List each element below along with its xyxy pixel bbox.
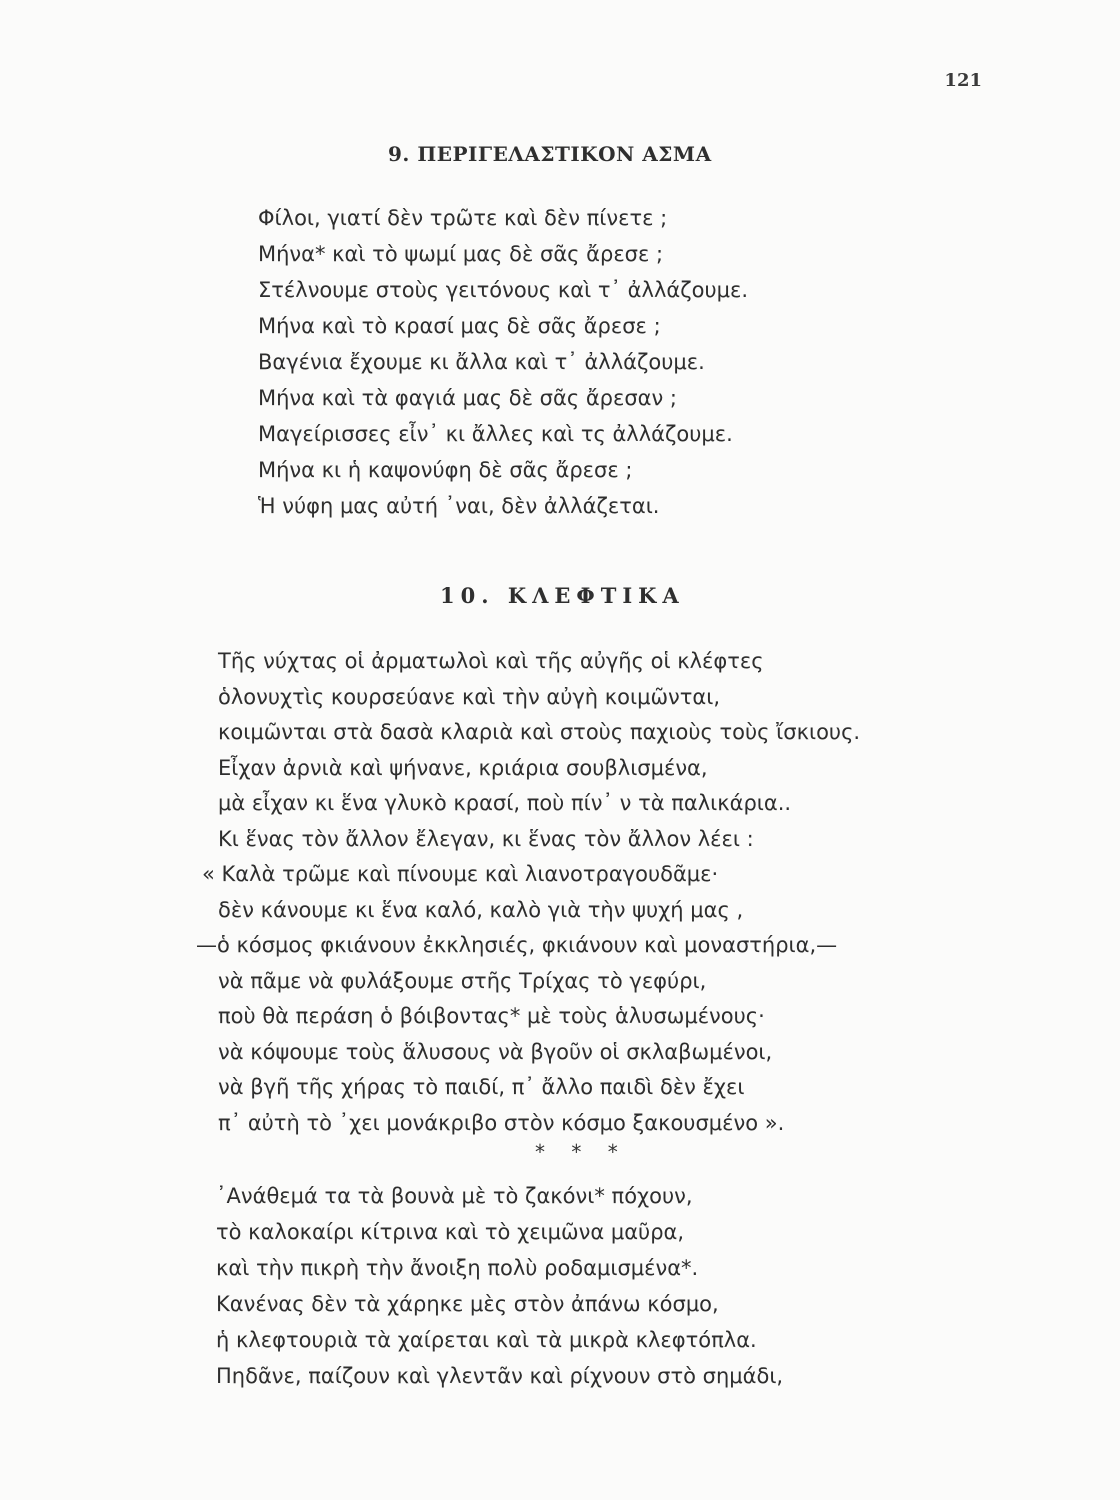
- poem-line: νὰ πᾶμε νὰ φυλάξουμε στῆς Τρίχας τὸ γεφύρι,: [218, 968, 707, 993]
- poem-line: Μήνα κι ἡ καψονύφη δὲ σᾶς ἄρεσε ;: [258, 458, 633, 482]
- poem-line: Κι ἕνας τὸν ἄλλον ἔλεγαν, κι ἕνας τὸν ἄλλον λέει :: [218, 826, 754, 851]
- poem-line: Ἡ νύφη μας αὐτή ᾽ναι, δὲν ἀλλάζεται.: [258, 494, 660, 518]
- poem-line: Φίλοι, γιατί δὲν τρῶτε καὶ δὲν πίνετε ;: [258, 206, 668, 230]
- poem-line: Μήνα* καὶ τὸ ψωμί μας δὲ σᾶς ἄρεσε ;: [258, 242, 664, 266]
- poem-line: Βαγένια ἔχουμε κι ἄλλα καὶ τ᾽ ἀλλάζουμε.: [258, 350, 705, 374]
- poem-line: Κανένας δὲν τὰ χάρηκε μὲς στὸν ἀπάνω κόσμο,: [216, 1292, 719, 1316]
- poem-line: Μαγείρισσες εἶν᾽ κι ἄλλες καὶ τς ἀλλάζουμε.: [258, 422, 733, 446]
- poem-line: Τῆς νύχτας οἱ ἀρματωλοὶ καὶ τῆς αὐγῆς οἱ κλέφτες: [218, 649, 764, 673]
- poem-line: Εἶχαν ἀρνιὰ καὶ ψήνανε, κριάρια σουβλισμένα,: [218, 755, 708, 780]
- poem-kleftika-continued: [216, 1178, 783, 1394]
- poem-line: καὶ τὴν πικρὴ τὴν ἄνοιξη πολὺ ροδαμισμένα*.: [216, 1256, 699, 1280]
- section-title-kleftika: 10. ΚΛΕΦΤΙΚΑ: [440, 583, 685, 608]
- poem-line: δὲν κάνουμε κι ἕνα καλό, καλὸ γιὰ τὴν ψυχή μας ,: [218, 897, 744, 922]
- poem-line: κοιμῶνται στὰ δασὰ κλαριὰ καὶ στοὺς παχιοὺς τοὺς ἴσκιους.: [218, 720, 861, 744]
- poem-line: ἡ κλεφτουριὰ τὰ χαίρεται καὶ τὰ μικρὰ κλεφτόπλα.: [216, 1328, 757, 1352]
- section-title-perigelastikon: 9. ΠΕΡΙΓΕΛΑΣΤΙΚΟΝ ΑΣΜΑ: [388, 142, 712, 166]
- poem-line: μὰ εἶχαν κι ἕνα γλυκὸ κρασί, ποὺ πίν᾽ ν τὰ παλικάρια..: [218, 791, 792, 815]
- poem-line: ὁλονυχτὶς κουρσεύανε καὶ τὴν αὐγὴ κοιμῶνται,: [218, 684, 721, 709]
- poem-kleftika: [196, 644, 861, 1141]
- poem-line: Μήνα καὶ τὰ φαγιά μας δὲ σᾶς ἄρεσαν ;: [258, 386, 677, 410]
- poem-perigelastikon: [258, 200, 748, 524]
- page-number: 121: [944, 70, 982, 91]
- poem-line: Στέλνουμε στοὺς γειτόνους καὶ τ᾽ ἀλλάζουμε.: [258, 278, 749, 302]
- poem-line: τὸ καλοκαίρι κίτρινα καὶ τὸ χειμῶνα μαῦρα,: [216, 1220, 685, 1244]
- poem-line: « Καλὰ τρῶμε καὶ πίνουμε καὶ λιανοτραγουδᾶμε·: [202, 862, 719, 886]
- poem-line: νὰ κόψουμε τοὺς ἅλυσους νὰ βγοῦν οἱ σκλαβωμένοι,: [218, 1039, 773, 1064]
- poem-line: ποὺ θὰ περάση ὁ βόιβοντας* μὲ τοὺς ἁλυσωμένους·: [218, 1004, 765, 1028]
- poem-line: Μήνα καὶ τὸ κρασί μας δὲ σᾶς ἄρεσε ;: [258, 314, 661, 338]
- poem-line: ᾽Ανάθεμά τα τὰ βουνὰ μὲ τὸ ζακόνι* πόχουν,: [216, 1184, 693, 1208]
- poem-line: νὰ βγῆ τῆς χήρας τὸ παιδί, π᾽ ἄλλο παιδὶ δὲν ἔχει: [218, 1075, 745, 1099]
- poem-line: —ὁ κόσμος φκιάνουν ἐκκλησιές, φκιάνουν καὶ μοναστήρια,—: [196, 933, 838, 957]
- poem-line: Πηδᾶνε, παίζουν καὶ γλεντᾶν καὶ ρίχνουν στὸ σημάδι,: [216, 1364, 784, 1388]
- section-separator: * * *: [535, 1140, 628, 1164]
- poem-line: π᾽ αὐτὴ τὸ ᾽χει μονάκριβο στὸν κόσμο ξακουσμένο ».: [218, 1110, 785, 1135]
